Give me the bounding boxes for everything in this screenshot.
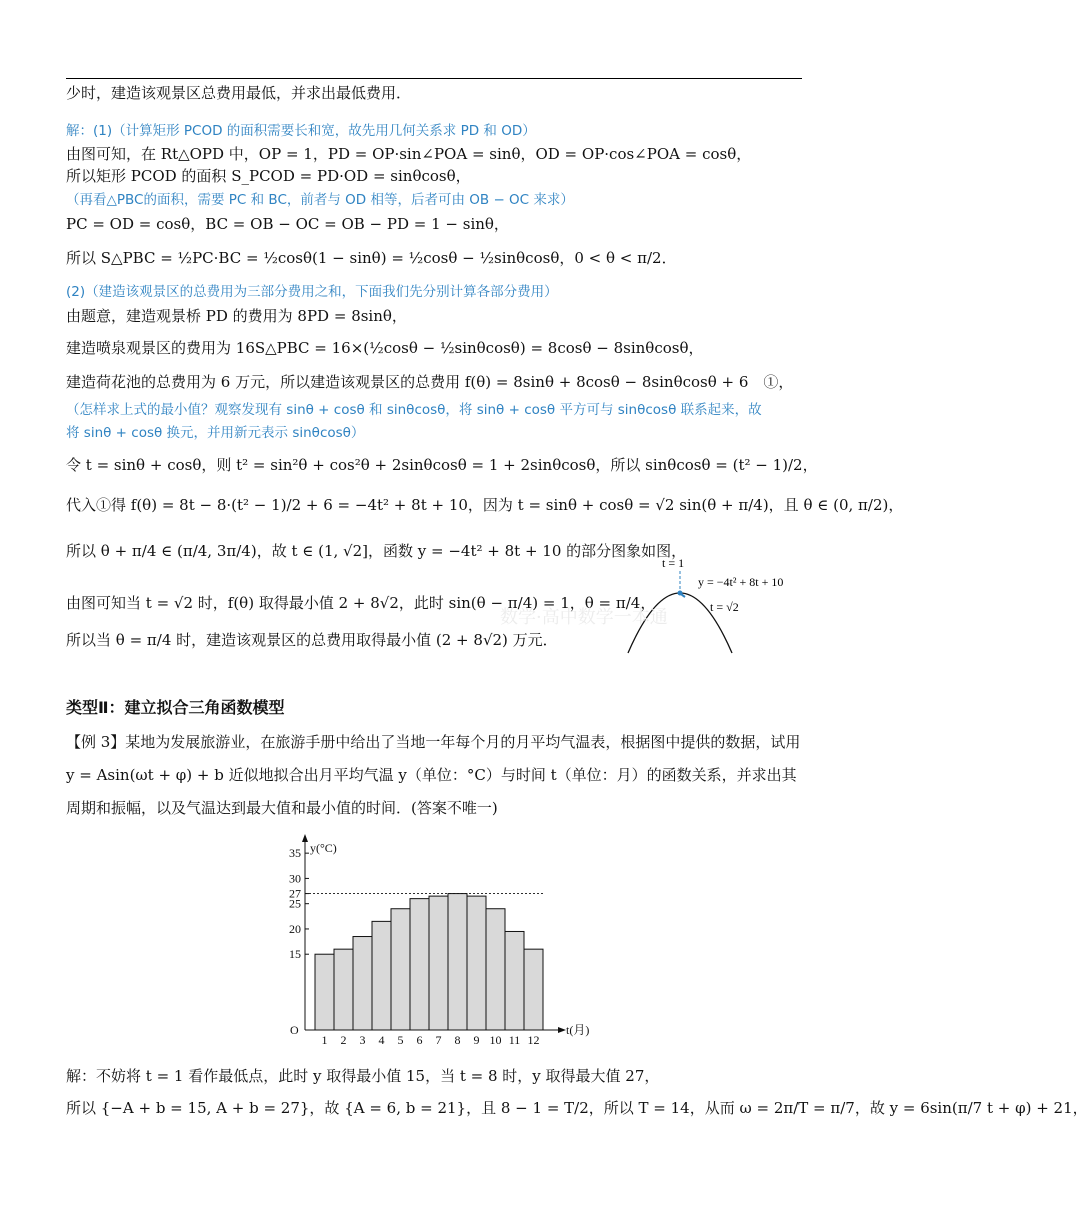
text-line: 少时，建造该观景区总费用最低，并求出最低费用．: [66, 84, 412, 102]
formula-line: 代入①得 f(θ) = 8t − 8·(t² − 1)/2 + 6 = −4t² + 8t + 10，因为 t = sinθ + cosθ = √2 sin(θ + π/4)，且 θ ∈ (0, π/2)，: [66, 496, 904, 514]
text-line: 由图可知，在 Rt△OPD 中，OP = 1，PD = OP·sin∠POA = sinθ，OD = OP·cos∠POA = cosθ，: [66, 145, 752, 163]
example-text: 【例 3】某地为发展旅游业，在旅游手册中给出了当地一年每个月的月平均气温表，根据图中提供的数据，试用 y = Asin(ωt + φ) + b 近似地拟合出月平均气温 y（单位：°C）与时间 t（单位：月）的函数关系，并求出其周期和振幅，以及气温达到最大值和最小值的时间．(答案不唯一): [66, 733, 801, 817]
bar-month-11: [505, 931, 524, 1030]
formula-line: 建造荷花池的总费用为 6 万元，所以建造该观景区的总费用 f(θ) = 8sinθ + 8cosθ − 8sinθcosθ + 6 ①，: [66, 373, 794, 391]
bar-month-8: [448, 894, 467, 1030]
bar-month-1: [315, 954, 334, 1030]
x-tick-label: 9: [473, 1033, 480, 1047]
bars-group: [315, 894, 543, 1030]
bar-month-6: [410, 899, 429, 1030]
x-tick-label: 1: [321, 1033, 328, 1047]
x-ticks-group: [322, 1033, 540, 1047]
formula-line: 由图可知当 t = √2 时，f(θ) 取得最小值 2 + 8√2，此时 sin(θ − π/4) = 1，θ = π/4，: [66, 594, 656, 612]
y-tick-label: 15: [289, 947, 301, 962]
x-axis-arrow: [558, 1027, 566, 1033]
y-axis-label: y(°C): [310, 841, 337, 855]
y-tick-label: 20: [289, 921, 301, 936]
watermark: 数学·高中数学一本通: [500, 607, 668, 628]
temperature-bar-chart: [270, 830, 615, 1045]
t1-label: t = 1: [662, 556, 685, 570]
y-tick-label: 30: [289, 871, 301, 886]
section-title: 类型Ⅱ：建立拟合三角函数模型: [66, 698, 285, 717]
x-tick-label: 7: [435, 1033, 442, 1047]
formula-line: 所以当 θ = π/4 时，建造该观景区的总费用取得最小值 (2 + 8√2) 万元．: [66, 631, 558, 649]
text-line: 所以矩形 PCOD 的面积 S_PCOD = PD·OD = sinθcosθ，: [66, 167, 471, 185]
x-tick-label: 3: [359, 1033, 366, 1047]
y-tick-label: 35: [289, 846, 301, 861]
formula-line: 所以 θ + π/4 ∈ (π/4, 3π/4)，故 t ∈ (1, √2]，函数 y = −4t² + 8t + 10 的部分图象如图，: [66, 542, 687, 560]
note-text: 解：(1)（计算矩形 PCOD 的面积需要长和宽，故先用几何关系求 PD 和 OD）: [66, 123, 536, 139]
y-ticks-group: [289, 846, 309, 961]
bar-month-7: [429, 896, 448, 1030]
y-tick-label: 27: [289, 886, 301, 901]
vertex-point: [678, 591, 683, 596]
solution-part1-heading: [66, 120, 536, 141]
x-tick-label: 10: [489, 1033, 502, 1047]
note-line: 将 sinθ + cosθ 换元，并用新元表示 sinθcosθ）: [66, 425, 365, 441]
x-tick-label: 2: [340, 1033, 347, 1047]
x-axis-label: t(月): [566, 1023, 590, 1037]
bar-month-9: [467, 896, 486, 1030]
note-line: (2)（建造该观景区的总费用为三部分费用之和，下面我们先分别计算各部分费用）: [66, 284, 558, 300]
x-tick-label: 8: [454, 1033, 461, 1047]
text-line: 由题意，建造观景桥 PD 的费用为 8PD = 8sinθ，: [66, 307, 407, 325]
bar-month-10: [486, 909, 505, 1030]
note-line: （再看△PBC的面积，需要 PC 和 BC，前者与 OD 相等，后者可由 OB − OC 来求）: [66, 192, 574, 208]
x-tick-label: 5: [397, 1033, 404, 1047]
note-line: （怎样求上式的最小值？观察发现有 sinθ + cosθ 和 sinθcosθ，将 sinθ + cosθ 平方可与 sinθcosθ 联系起来，故: [66, 402, 762, 418]
formula-line: 所以 S△PBC = ½PC·BC = ½cosθ(1 − sinθ) = ½cosθ − ½sinθcosθ，0 < θ < π/2．: [66, 249, 677, 267]
text-line: PC = OD = cosθ，BC = OB − OC = OB − PD = 1 − sinθ，: [66, 215, 509, 233]
bar-month-5: [391, 909, 410, 1030]
top-rule: [66, 78, 802, 79]
x-tick-label: 6: [416, 1033, 423, 1047]
formula-line: 建造喷泉观景区的费用为 16S△PBC = 16×(½cosθ − ½sinθcosθ) = 8cosθ − 8sinθcosθ，: [66, 339, 704, 357]
bar-month-4: [372, 921, 391, 1030]
origin-label: O: [290, 1023, 299, 1037]
y-axis-arrow: [302, 834, 308, 842]
bar-month-12: [524, 949, 543, 1030]
x-tick-label: 4: [378, 1033, 385, 1047]
x-tick-label: 11: [508, 1033, 521, 1047]
bar-month-2: [334, 949, 353, 1030]
x-tick-label: 12: [527, 1033, 540, 1047]
t2-label: t = √2: [710, 600, 739, 614]
equation-label: y = −4t² + 8t + 10: [698, 575, 784, 589]
solution-line: 所以 {−A + b = 15, A + b = 27}，故 {A = 6, b = 21}，且 8 − 1 = T/2，所以 T = 14，从而 ω = 2π/T = π/7，故 y = 6sin(π/7 t + φ) + 21，: [66, 1099, 1088, 1117]
formula-line: 令 t = sinθ + cosθ，则 t² = sin²θ + cos²θ + 2sinθcosθ = 1 + 2sinθcosθ，所以 sinθcosθ = (t² − 1)/2，: [66, 456, 818, 474]
y-tick-label: 25: [289, 896, 301, 911]
solution-line: 解：不妨将 t = 1 看作最低点，此时 y 取得最小值 15，当 t = 8 时，y 取得最大值 27，: [66, 1067, 660, 1085]
bar-month-3: [353, 937, 372, 1030]
